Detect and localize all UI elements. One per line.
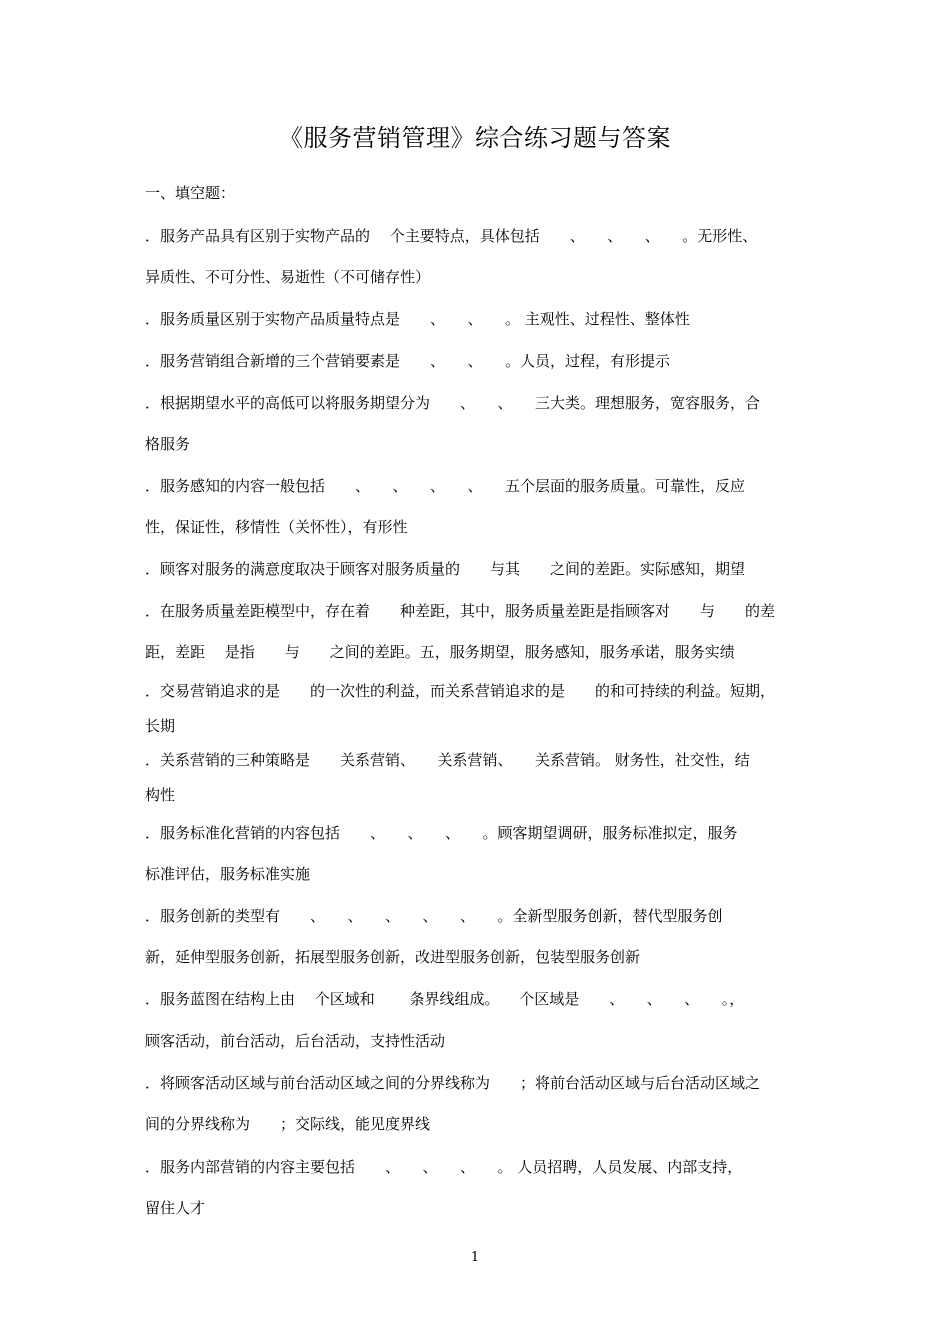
question-line: 构性 xyxy=(145,786,176,804)
question-line: ．服务感知的内容一般包括 、 、 、 、 五个层面的服务质量。可靠性，反应 xyxy=(145,477,746,495)
question-line: ．交易营销追求的是 的一次性的利益，而关系营销追求的是 的和可持续的利益。短期， xyxy=(145,682,776,700)
question-line: 顾客活动，前台活动，后台活动，支持性活动 xyxy=(145,1032,446,1050)
question-line: ．服务内部营销的内容主要包括 、 、 、 。 人员招聘，人员发展、内部支持， xyxy=(145,1158,743,1176)
question-line: ．在服务质量差距模型中，存在着 种差距，其中，服务质量差距是指顾客对 与 的差 xyxy=(145,602,776,620)
question-line: ．根据期望水平的高低可以将服务期望分为 、 、 三大类。理想服务，宽容服务，合 xyxy=(145,394,761,412)
question-line: ．服务标准化营销的内容包括 、 、 、 。顾客期望调研，服务标准拟定，服务 xyxy=(145,824,738,842)
question-line: ．服务营销组合新增的三个营销要素是 、 、 。人员，过程，有形提示 xyxy=(145,352,671,370)
question-line: ．服务创新的类型有 、 、 、 、 、 。全新型服务创新，替代型服务创 xyxy=(145,907,723,925)
question-line: ．关系营销的三种策略是 关系营销、 关系营销、 关系营销。 财务性，社交性，结 xyxy=(145,751,750,769)
section-heading: 一、填空题： xyxy=(145,184,236,202)
question-line: 间的分界线称为 ；交际线，能见度界线 xyxy=(145,1115,431,1133)
question-line: ．服务质量区别于实物产品质量特点是 、 、 。 主观性、过程性、整体性 xyxy=(145,310,690,328)
question-line: 距，差距 是指 与 之间的差距。五，服务期望，服务感知，服务承诺，服务实绩 xyxy=(145,643,735,661)
question-line: 新，延伸型服务创新，拓展型服务创新，改进型服务创新，包装型服务创新 xyxy=(145,948,641,966)
question-line: 留住人才 xyxy=(145,1199,206,1217)
question-line: 异质性、不可分性、易逝性（不可储存性） xyxy=(145,268,431,286)
question-line: 标准评估，服务标准实施 xyxy=(145,865,311,883)
question-line: 格服务 xyxy=(145,435,191,453)
question-line: 性，保证性，移情性（关怀性），有形性 xyxy=(145,518,408,536)
question-line: 长期 xyxy=(145,717,176,735)
document-title: 《服务营销管理》综合练习题与答案 xyxy=(279,124,671,152)
page-number: 1 xyxy=(470,1250,480,1265)
question-line: ．将顾客活动区域与前台活动区域之间的分界线称为 ；将前台活动区域与后台活动区域之 xyxy=(145,1074,761,1092)
question-line: ．服务产品具有区别于实物产品的 个主要特点，具体包括 、 、 、 。无形性、 xyxy=(145,227,758,245)
question-line: ．顾客对服务的满意度取决于顾客对服务质量的 与其 之间的差距。实际感知，期望 xyxy=(145,560,746,578)
question-line: ．服务蓝图在结构上由 个区域和 条界线组成。 个区域是 、 、 、 。， xyxy=(145,990,745,1008)
